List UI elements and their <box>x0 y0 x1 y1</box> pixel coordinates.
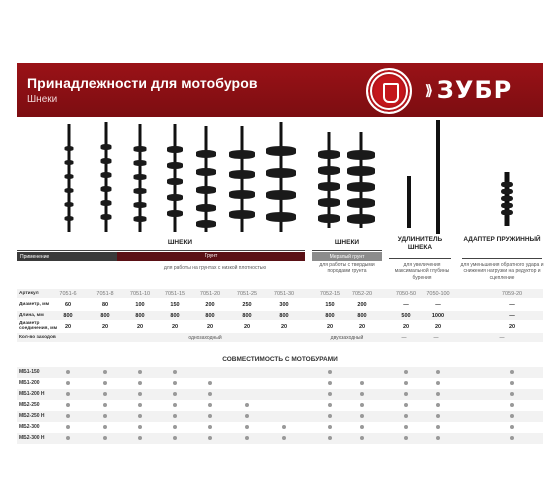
spec-cell-diameter: — <box>435 302 441 308</box>
compat-mark <box>436 381 440 385</box>
group-header-augers: ШНЕКИ <box>167 239 193 246</box>
starts-adapter: — <box>499 335 505 341</box>
compat-mark <box>66 403 70 407</box>
compat-mark <box>208 436 212 440</box>
compat-mark <box>436 425 440 429</box>
label-length: Длина, мм <box>19 313 44 318</box>
compat-mark <box>328 436 332 440</box>
compat-mark <box>138 436 142 440</box>
extension-long-image <box>437 120 438 234</box>
compat-mark <box>360 436 364 440</box>
compat-model: МБ2-250 Н <box>19 413 45 419</box>
compat-mark <box>138 403 142 407</box>
spec-cell-conn: 20 <box>508 324 516 330</box>
compat-title: СОВМЕСТИМОСТЬ С МОТОБУРАМИ <box>222 356 338 363</box>
compat-mark <box>360 392 364 396</box>
compat-model: МБ1-200 Н <box>19 391 45 397</box>
ice-auger-image <box>328 132 329 228</box>
spec-cell-code: 7051-6 <box>59 291 77 297</box>
spec-cell-length: 800 <box>205 313 215 319</box>
compat-mark <box>510 403 514 407</box>
spec-cell-length: — <box>509 313 515 319</box>
auger-image <box>205 126 206 232</box>
compat-mark <box>208 392 212 396</box>
compat-mark <box>103 425 107 429</box>
brand-logo <box>425 77 512 103</box>
compat-mark <box>66 381 70 385</box>
spec-cell-conn: 20 <box>358 324 366 330</box>
purpose-extension: для увеличения максимальной глубины бурения <box>394 262 450 281</box>
compat-model: МБ2-250 <box>19 402 40 408</box>
auger-image <box>241 126 242 232</box>
spec-cell-code: 7052-20 <box>351 291 373 297</box>
compat-mark <box>404 392 408 396</box>
compat-mark <box>103 414 107 418</box>
compat-mark <box>436 370 440 374</box>
purpose-frozen: для работы с твердыми породами грунта <box>319 262 375 275</box>
compat-mark <box>138 425 142 429</box>
compat-mark <box>173 403 177 407</box>
compat-mark <box>66 436 70 440</box>
compat-mark <box>173 414 177 418</box>
spec-cell-code: 7059-20 <box>501 291 523 297</box>
spec-cell-diameter: 80 <box>101 302 109 308</box>
spec-cell-length: 500 <box>401 313 411 319</box>
spec-cell-conn: 20 <box>64 324 72 330</box>
application-bar <box>17 252 305 261</box>
divider <box>389 258 451 259</box>
spec-cell-length: 1000 <box>431 313 445 319</box>
compat-mark <box>66 425 70 429</box>
spec-cell-diameter: 60 <box>64 302 72 308</box>
spec-cell-diameter: 250 <box>242 302 252 308</box>
spring-adapter-image <box>506 172 507 226</box>
product-images <box>17 120 543 236</box>
compat-mark <box>328 425 332 429</box>
compat-mark <box>173 392 177 396</box>
spec-cell-conn: 20 <box>326 324 334 330</box>
auger-image <box>174 124 175 232</box>
spec-cell-code: 7052-15 <box>319 291 341 297</box>
compat-mark <box>173 436 177 440</box>
spec-cell-conn: 20 <box>402 324 410 330</box>
spec-cell-length: 800 <box>325 313 335 319</box>
spec-cell-conn: 20 <box>434 324 442 330</box>
spec-cell-length: 800 <box>63 313 73 319</box>
spec-cell-conn: 20 <box>136 324 144 330</box>
compat-mark <box>328 392 332 396</box>
compat-mark <box>404 425 408 429</box>
extension-short-image <box>408 176 409 228</box>
spec-cell-conn: 20 <box>101 324 109 330</box>
compat-mark <box>103 392 107 396</box>
compat-mark <box>208 381 212 385</box>
compat-mark <box>328 381 332 385</box>
compat-mark <box>404 370 408 374</box>
compat-model: МБ1-200 <box>19 380 40 386</box>
spec-cell-diameter: 100 <box>135 302 145 308</box>
ice-auger-image <box>360 132 361 228</box>
brand-name: ЗУБР <box>436 76 513 104</box>
spec-cell-code: 7051-15 <box>164 291 186 297</box>
compat-mark <box>436 403 440 407</box>
compat-mark <box>245 436 249 440</box>
spec-cell-conn: 20 <box>171 324 179 330</box>
compat-mark <box>103 403 107 407</box>
compat-row-bg <box>17 433 543 444</box>
spec-cell-diameter: 300 <box>279 302 289 308</box>
compat-mark <box>404 414 408 418</box>
compat-mark <box>103 436 107 440</box>
compat-mark <box>173 370 177 374</box>
spec-cell-diameter: 200 <box>205 302 215 308</box>
spec-cell-conn: 20 <box>243 324 251 330</box>
compat-mark <box>66 392 70 396</box>
starts-extension-b: — <box>433 335 439 341</box>
auger-image <box>139 124 140 232</box>
application-frozen-bar <box>312 252 382 261</box>
compat-mark <box>436 392 440 396</box>
label-starts: Кол-во заходов <box>19 335 56 340</box>
auger-image <box>105 122 106 232</box>
compat-mark <box>510 392 514 396</box>
label-diameter: Диаметр, мм <box>19 302 50 307</box>
compat-mark <box>510 436 514 440</box>
spec-cell-code: 7051-20 <box>199 291 221 297</box>
compat-row-bg <box>17 389 543 400</box>
application-frozen: Мерзлый грунт <box>329 253 365 260</box>
spec-cell-length: 800 <box>100 313 110 319</box>
compat-mark <box>360 403 364 407</box>
group-header-extension: УДЛИНИТЕЛЬ ШНЕКА <box>397 236 443 252</box>
compat-mark <box>436 436 440 440</box>
quality-seal-icon <box>366 68 412 114</box>
group-header-adapter: АДАПТЕР ПРУЖИННЫЙ <box>463 236 541 243</box>
compat-mark <box>510 370 514 374</box>
compat-mark <box>208 403 212 407</box>
auger-image <box>280 122 281 232</box>
compat-mark <box>138 381 142 385</box>
compat-mark <box>282 425 286 429</box>
spec-cell-length: 800 <box>135 313 145 319</box>
spec-cell-length: 800 <box>170 313 180 319</box>
compat-row-bg <box>17 367 543 378</box>
purpose-adapter: для уменьшения обратного удара и снижения нагрузки на редуктор и сцепление <box>460 262 544 281</box>
spec-row-bg <box>17 333 543 342</box>
compat-mark <box>436 414 440 418</box>
spec-cell-conn: 20 <box>280 324 288 330</box>
starts-extension-a: — <box>401 335 407 341</box>
compat-mark <box>360 425 364 429</box>
compat-mark <box>173 425 177 429</box>
compat-mark <box>328 403 332 407</box>
starts-soft: однозаходный <box>188 335 222 341</box>
compat-row-bg <box>17 411 543 422</box>
spec-cell-code: 7050-100 <box>426 291 450 297</box>
spec-cell-code: 7050-50 <box>395 291 417 297</box>
compat-model: МБ2-300 Н <box>19 435 45 441</box>
group-header-ice-augers: ШНЕКИ <box>334 239 360 246</box>
compat-mark <box>510 381 514 385</box>
compat-mark <box>138 370 142 374</box>
compat-model: МБ2-300 <box>19 424 40 430</box>
spec-cell-conn: 20 <box>206 324 214 330</box>
compat-mark <box>103 381 107 385</box>
compat-mark <box>173 381 177 385</box>
compat-mark <box>328 370 332 374</box>
spec-cell-code: 7051-8 <box>96 291 114 297</box>
spec-cell-diameter: 150 <box>325 302 335 308</box>
spec-cell-length: 800 <box>242 313 252 319</box>
spec-cell-diameter: — <box>509 302 515 308</box>
divider <box>17 250 305 251</box>
compat-mark <box>360 414 364 418</box>
label-article: Артикул <box>19 291 39 296</box>
compat-mark <box>245 403 249 407</box>
page-subtitle: Шнеки <box>27 94 58 105</box>
compat-mark <box>510 425 514 429</box>
compat-mark <box>138 392 142 396</box>
purpose-soft: для работы на грунтах с низкой плотностью <box>163 265 267 271</box>
application-soil: Грунт <box>117 252 305 261</box>
compat-mark <box>510 414 514 418</box>
page-title: Принадлежности для мотобуров <box>27 75 258 91</box>
compat-model: МБ1-150 <box>19 369 40 375</box>
compat-mark <box>404 403 408 407</box>
compat-mark <box>66 370 70 374</box>
brand-mark-icon: ⟫ <box>425 82 433 98</box>
spec-cell-length: 800 <box>357 313 367 319</box>
compat-mark <box>404 436 408 440</box>
compat-mark <box>66 414 70 418</box>
spec-cell-diameter: 150 <box>170 302 180 308</box>
header-banner <box>17 63 543 117</box>
spec-cell-length: 800 <box>279 313 289 319</box>
spec-cell-diameter: — <box>403 302 409 308</box>
compat-mark <box>328 414 332 418</box>
compat-mark <box>103 370 107 374</box>
label-conn-diameter: Диаметр соединения, мм <box>19 321 58 332</box>
compat-mark <box>282 436 286 440</box>
starts-frozen: двухзаходный <box>330 335 364 341</box>
auger-image <box>68 124 69 232</box>
divider <box>312 250 382 251</box>
compat-mark <box>138 414 142 418</box>
spec-cell-code: 7051-25 <box>236 291 258 297</box>
spec-cell-code: 7051-30 <box>273 291 295 297</box>
compat-mark <box>208 414 212 418</box>
compat-mark <box>360 381 364 385</box>
compat-mark <box>404 381 408 385</box>
divider <box>462 258 542 259</box>
spec-cell-code: 7051-10 <box>129 291 151 297</box>
compat-mark <box>245 425 249 429</box>
application-label: Применение <box>20 253 50 260</box>
spec-cell-diameter: 200 <box>357 302 367 308</box>
compat-mark <box>208 425 212 429</box>
compat-mark <box>245 414 249 418</box>
